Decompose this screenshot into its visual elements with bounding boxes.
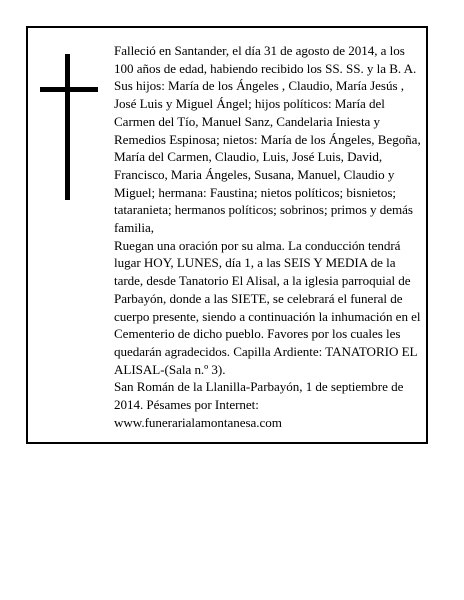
obituary-text	[114, 42, 424, 431]
family-list: Sus hijos: María de los Ángeles , Claudio, María Jesús , José Luis y Miguel Ángel; hijos políticos: María del Carmen del Tío, Manuel Sanz, Candelaria Iniesta y Remedios Espinosa; nietos: María de los Ángeles, Begoña, María del Carmen, Claudio, Luis, José Luis, David, Francisco, Maria Ángeles, Susana, Manuel, Claudio y Miguel; hermana: Faustina; nietos políticos; bisnietos; tataranieta; hermanos políticos; sobrinos; primos y demás familia,	[114, 78, 421, 236]
cross-icon	[40, 54, 98, 200]
obituary-notice	[26, 26, 428, 444]
cross-horizontal-bar	[40, 87, 98, 92]
cross-vertical-bar	[65, 54, 70, 200]
death-announcement: Falleció en Santander, el día 31 de agosto de 2014, a los 100 años de edad, habiendo recibido los SS. SS. y la B. A.	[114, 43, 417, 76]
place-date-condolences: San Román de la Llanilla-Parbayón, 1 de septiembre de 2014. Pésames por Internet: www.funerarialamontanesa.com	[114, 379, 404, 430]
funeral-details: Ruegan una oración por su alma. La conducción tendrá lugar HOY, LUNES, día 1, a las SEIS Y MEDIA de la tarde, desde Tanatorio El Alisal, a la iglesia parroquial de Parbayón, donde a las SIETE, se celebrará el funeral de cuerpo presente, siendo a continuación la inhumación en el Cementerio de dicho pueblo. Favores por los cuales les quedarán agradecidos. Capilla Ardiente: TANATORIO EL ALISAL-(Sala n.º 3).	[114, 237, 421, 377]
